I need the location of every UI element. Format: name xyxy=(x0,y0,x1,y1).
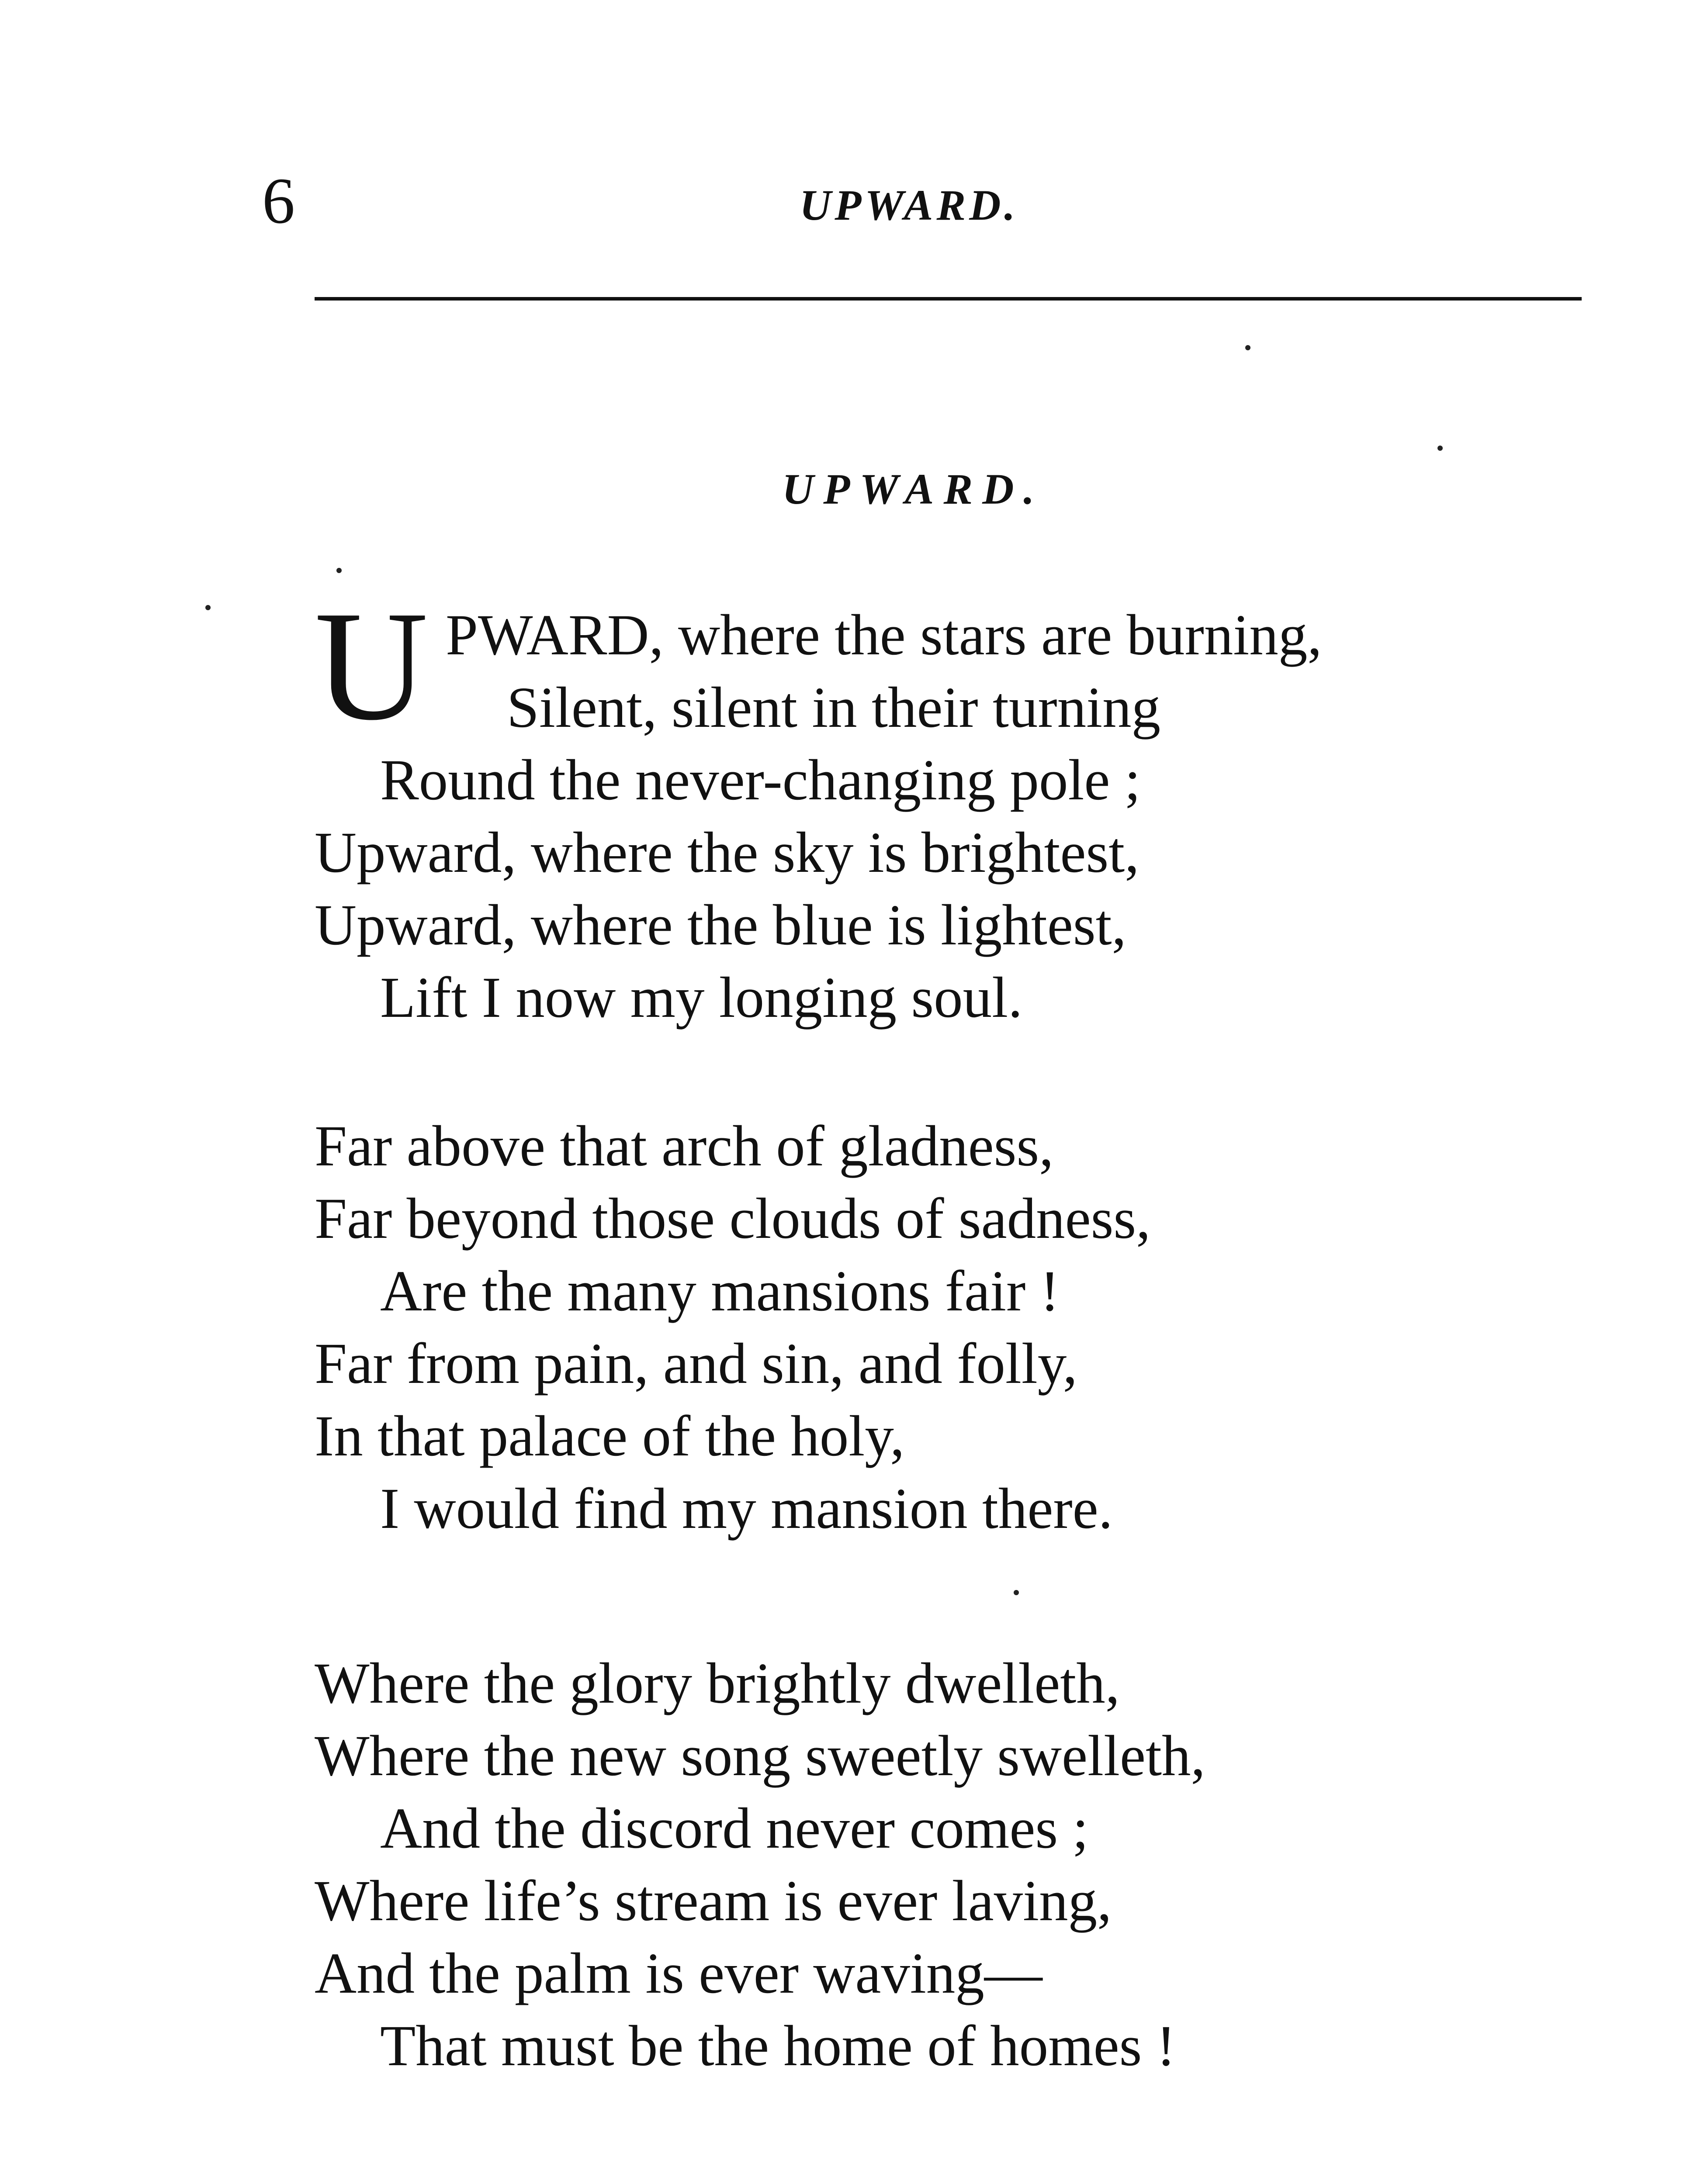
poem-line: Far beyond those clouds of sadness, xyxy=(315,1186,1151,1251)
stanza-1 xyxy=(315,578,1582,1033)
poem-line: Where the glory brightly dwelleth, xyxy=(315,1651,1120,1715)
stanza-3 xyxy=(315,1647,1582,2082)
poem-line: Lift I now my longing soul. xyxy=(380,965,1023,1030)
poem-line: And the discord never comes ; xyxy=(380,1796,1089,1860)
drop-cap: U xyxy=(315,578,428,753)
poem-line: Round the never-changing pole ; xyxy=(380,747,1141,812)
poem-line: Upward, where the sky is brightest, xyxy=(315,820,1139,885)
poem-line xyxy=(315,2180,1582,2184)
poem-title: UPWARD. xyxy=(782,465,1044,513)
poem-line: Where life’s stream is ever laving, xyxy=(315,1868,1112,1933)
poem-line: Are the many mansions fair ! xyxy=(380,1258,1060,1323)
page-number: 6 xyxy=(262,165,295,237)
scan-speck xyxy=(1014,1590,1019,1595)
stanza-4 xyxy=(315,2180,1582,2184)
poem-line: I would find my mansion there. xyxy=(380,1476,1113,1541)
scan-speck xyxy=(1437,446,1443,451)
poem-line: Far above that arch of gladness, xyxy=(315,1113,1054,1178)
scan-speck xyxy=(205,605,211,610)
poem-line: Silent, silent in their turning xyxy=(507,675,1161,740)
header-rule xyxy=(315,297,1582,301)
poem-line: And the palm is ever waving— xyxy=(315,1941,1042,2005)
poem-line: PWARD, where the stars are burning, xyxy=(446,602,1322,667)
poem-line: Far from pain, and sin, and folly, xyxy=(315,1331,1077,1396)
running-title: UPWARD. xyxy=(800,181,1019,229)
poem-line: In that palace of the holy, xyxy=(315,1403,905,1468)
poem-line: Where the new song sweetly swelleth, xyxy=(315,1723,1205,1788)
running-head xyxy=(0,157,1704,253)
scan-speck xyxy=(336,568,342,573)
stanza-2 xyxy=(315,1109,1582,1545)
poem-line: That must be the home of homes ! xyxy=(380,2013,1176,2078)
scan-speck xyxy=(1245,345,1250,350)
poem-line: Upward, where the blue is lightest, xyxy=(315,892,1126,957)
